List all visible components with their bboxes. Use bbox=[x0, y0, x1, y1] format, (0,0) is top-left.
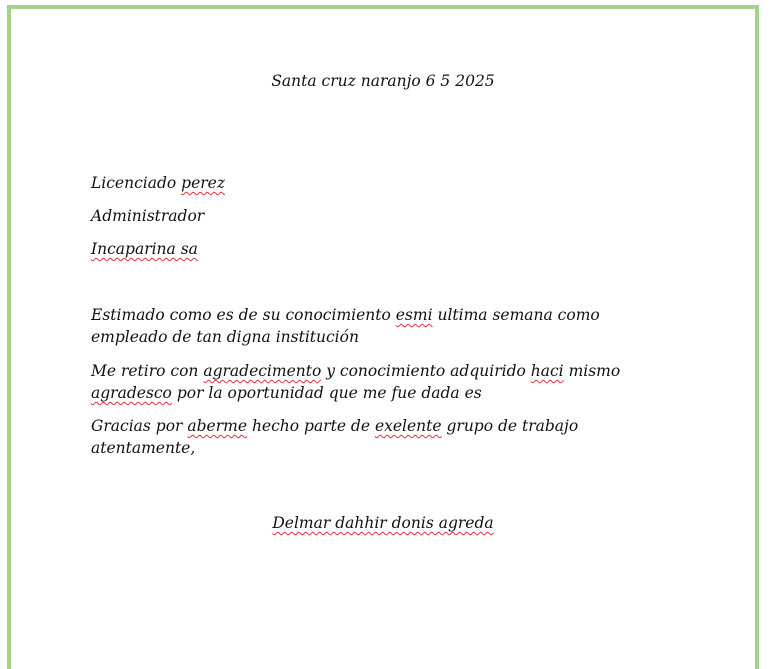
date-line: Santa cruz naranjo 6 5 2025 bbox=[271, 72, 495, 90]
paragraph-2-misspelled-word-3: agradesco bbox=[91, 384, 172, 402]
recipient-title: Licenciado bbox=[91, 174, 182, 192]
paragraph-2-misspelled-word-1: agradecimento bbox=[203, 362, 322, 380]
paragraph-1-text-a: Estimado como es de su conocimiento bbox=[91, 306, 396, 324]
recipient-name-line bbox=[91, 172, 225, 194]
paragraph-1-text-b: ultima semana como empleado de tan digna institución bbox=[91, 306, 600, 346]
signature-line bbox=[11, 512, 755, 534]
paragraph-2-misspelled-word-2: haci bbox=[530, 362, 564, 380]
signature-name: Delmar dahhir donis agreda bbox=[272, 514, 494, 532]
paragraph-3-text-b: hecho parte de bbox=[247, 417, 375, 435]
paragraph-1-misspelled-word: esmi bbox=[395, 306, 433, 324]
paragraph-3-text-c: grupo de trabajo atentamente, bbox=[91, 417, 579, 457]
paragraph-2-text-b: y conocimiento adquirido bbox=[321, 362, 531, 380]
paragraph-1 bbox=[91, 304, 671, 348]
document-page bbox=[7, 5, 759, 669]
paragraph-3-misspelled-word-1: aberme bbox=[187, 417, 248, 435]
paragraph-3-text-a: Gracias por bbox=[91, 417, 188, 435]
paragraph-2-text-d: por la oportunidad que me fue dada es bbox=[171, 384, 482, 402]
paragraph-2-text-a: Me retiro con bbox=[91, 362, 204, 380]
paragraph-3-misspelled-word-2: exelente bbox=[374, 417, 442, 435]
recipient-company: Incaparina sa bbox=[91, 240, 198, 258]
paragraph-2 bbox=[91, 360, 671, 404]
recipient-position: Administrador bbox=[91, 207, 205, 225]
paragraph-3 bbox=[91, 415, 671, 459]
paragraph-2-text-c: mismo bbox=[563, 362, 621, 380]
recipient-surname-misspelled: perez bbox=[181, 174, 225, 192]
